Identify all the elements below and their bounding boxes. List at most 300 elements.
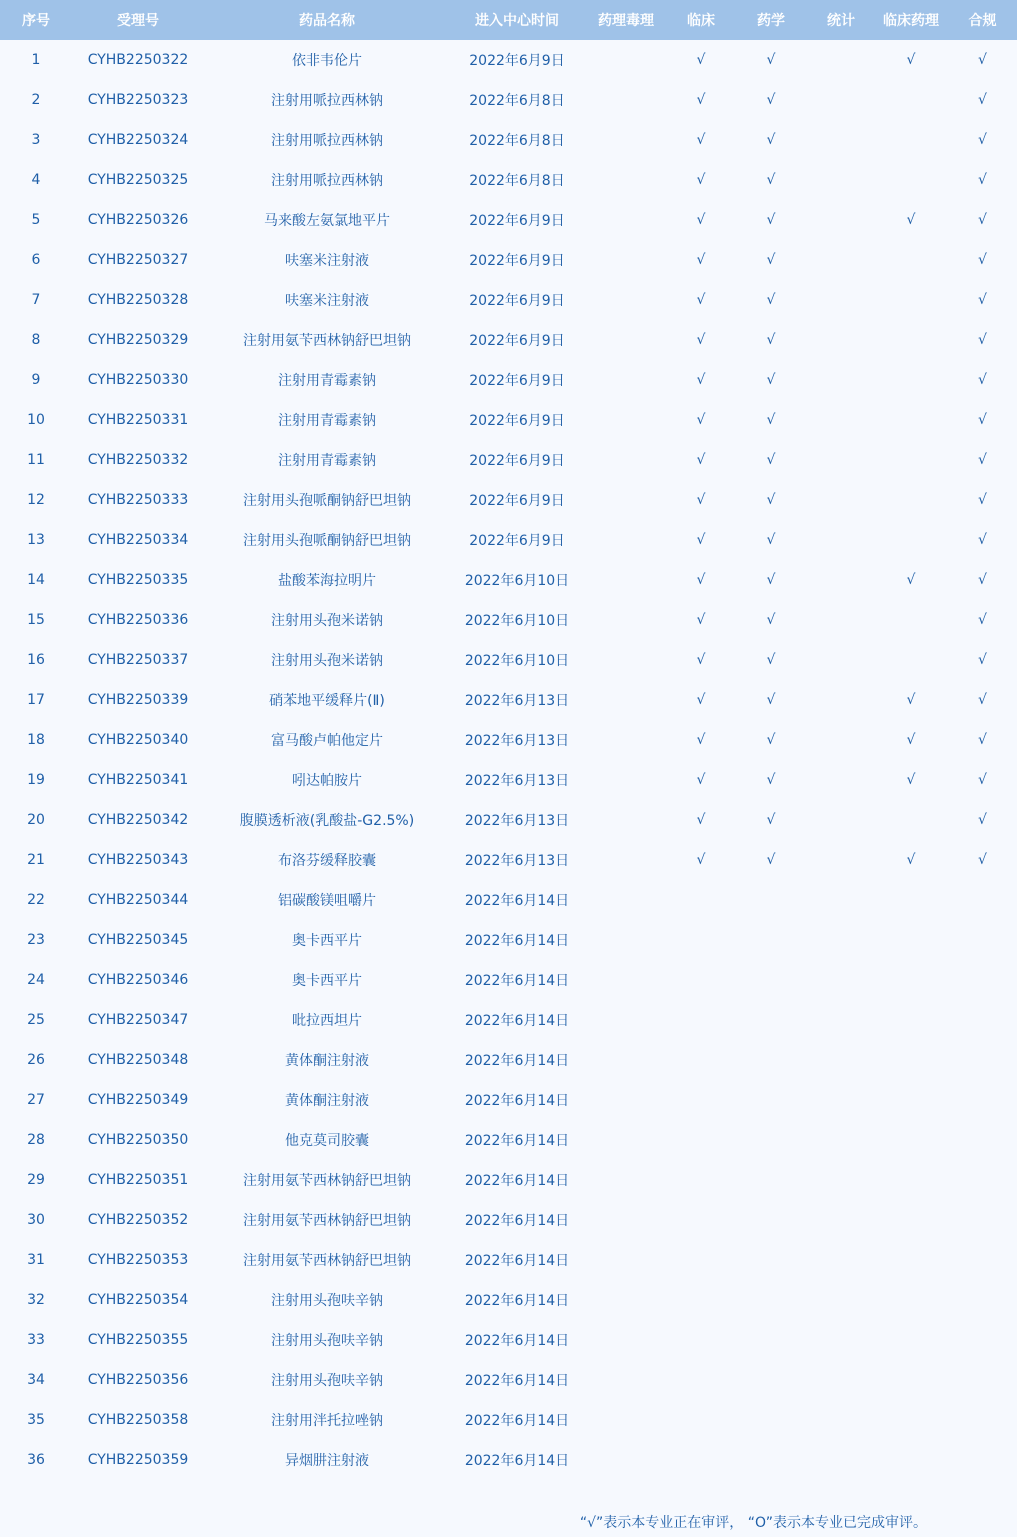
cell-statistics bbox=[808, 1280, 874, 1320]
cell-pharmaceutics bbox=[734, 1280, 808, 1320]
cell-acceptance-number: CYHB2250341 bbox=[87, 772, 189, 788]
cell-statistics bbox=[808, 800, 874, 840]
cell-acceptance-number: CYHB2250358 bbox=[87, 1412, 189, 1428]
cell-pharmacology-toxicology bbox=[584, 840, 668, 880]
cell-statistics bbox=[808, 120, 874, 160]
cell-pharmacology-toxicology bbox=[584, 680, 668, 720]
cell-clinical-pharmacology bbox=[874, 920, 948, 960]
cell-entry-date: 2022年6月13日 bbox=[464, 733, 570, 749]
cell-clinical-pharmacology bbox=[874, 1040, 948, 1080]
cell-compliance: √ bbox=[978, 612, 987, 628]
column-header-clinical-pharmacology: 临床药理 bbox=[874, 0, 948, 40]
cell-compliance: √ bbox=[978, 452, 987, 468]
cell-acceptance-number: CYHB2250324 bbox=[87, 132, 189, 148]
cell-pharmacology-toxicology bbox=[584, 320, 668, 360]
cell-clinical-pharmacology bbox=[874, 1280, 948, 1320]
table-row bbox=[0, 840, 1017, 880]
cell-drug-name: 吡拉西坦片 bbox=[292, 1013, 362, 1029]
cell-acceptance-number: CYHB2250332 bbox=[87, 452, 189, 468]
cell-clinical-pharmacology bbox=[874, 1400, 948, 1440]
cell-acceptance-number: CYHB2250354 bbox=[87, 1292, 189, 1308]
cell-statistics bbox=[808, 720, 874, 760]
cell-serial: 32 bbox=[27, 1292, 45, 1308]
cell-entry-date: 2022年6月14日 bbox=[464, 1133, 570, 1149]
cell-statistics bbox=[808, 1160, 874, 1200]
table-row bbox=[0, 1280, 1017, 1320]
cell-entry-date: 2022年6月9日 bbox=[469, 373, 565, 389]
cell-statistics bbox=[808, 200, 874, 240]
cell-clinical: √ bbox=[696, 372, 706, 388]
cell-entry-date: 2022年6月14日 bbox=[464, 1013, 570, 1029]
cell-statistics bbox=[808, 1120, 874, 1160]
cell-statistics bbox=[808, 1040, 874, 1080]
cell-serial: 19 bbox=[27, 772, 45, 788]
cell-statistics bbox=[808, 400, 874, 440]
cell-acceptance-number: CYHB2250350 bbox=[87, 1132, 189, 1148]
cell-drug-name: 腹膜透析液(乳酸盐-G2.5%) bbox=[239, 813, 415, 829]
cell-serial: 1 bbox=[31, 52, 41, 68]
table-row bbox=[0, 520, 1017, 560]
column-header-clinical: 临床 bbox=[668, 0, 734, 40]
cell-acceptance-number: CYHB2250337 bbox=[87, 652, 189, 668]
table-row bbox=[0, 1000, 1017, 1040]
cell-clinical: √ bbox=[696, 852, 706, 868]
cell-clinical-pharmacology bbox=[874, 600, 948, 640]
cell-serial: 14 bbox=[27, 572, 45, 588]
table-row bbox=[0, 1320, 1017, 1360]
cell-statistics bbox=[808, 160, 874, 200]
column-header-entry-date: 进入中心时间 bbox=[450, 0, 584, 40]
cell-clinical-pharmacology bbox=[874, 400, 948, 440]
cell-drug-name: 注射用哌拉西林钠 bbox=[271, 133, 383, 149]
cell-clinical-pharmacology: √ bbox=[906, 692, 916, 708]
cell-pharmaceutics: √ bbox=[766, 252, 776, 268]
cell-acceptance-number: CYHB2250334 bbox=[87, 532, 189, 548]
cell-drug-name: 呋塞米注射液 bbox=[285, 293, 369, 309]
cell-clinical-pharmacology bbox=[874, 1000, 948, 1040]
cell-drug-name: 富马酸卢帕他定片 bbox=[271, 733, 383, 749]
cell-acceptance-number: CYHB2250356 bbox=[87, 1372, 189, 1388]
cell-entry-date: 2022年6月14日 bbox=[464, 933, 570, 949]
cell-pharmacology-toxicology bbox=[584, 1200, 668, 1240]
cell-pharmaceutics: √ bbox=[766, 452, 776, 468]
cell-pharmacology-toxicology bbox=[584, 240, 668, 280]
cell-drug-name: 马来酸左氨氯地平片 bbox=[264, 213, 390, 229]
cell-acceptance-number: CYHB2250325 bbox=[87, 172, 189, 188]
cell-acceptance-number: CYHB2250330 bbox=[87, 372, 189, 388]
cell-pharmaceutics bbox=[734, 1080, 808, 1120]
cell-statistics bbox=[808, 680, 874, 720]
cell-clinical bbox=[668, 1200, 734, 1240]
cell-drug-name: 注射用氨苄西林钠舒巴坦钠 bbox=[243, 1213, 411, 1229]
cell-pharmaceutics bbox=[734, 1160, 808, 1200]
cell-acceptance-number: CYHB2250345 bbox=[87, 932, 189, 948]
cell-pharmacology-toxicology bbox=[584, 640, 668, 680]
cell-statistics bbox=[808, 1360, 874, 1400]
cell-entry-date: 2022年6月13日 bbox=[464, 773, 570, 789]
cell-clinical bbox=[668, 1120, 734, 1160]
cell-entry-date: 2022年6月13日 bbox=[464, 813, 570, 829]
table-row bbox=[0, 960, 1017, 1000]
cell-acceptance-number: CYHB2250322 bbox=[87, 52, 189, 68]
cell-statistics bbox=[808, 240, 874, 280]
cell-drug-name: 黄体酮注射液 bbox=[285, 1093, 369, 1109]
cell-drug-name: 注射用头孢呋辛钠 bbox=[271, 1333, 383, 1349]
cell-clinical bbox=[668, 1160, 734, 1200]
cell-acceptance-number: CYHB2250326 bbox=[87, 212, 189, 228]
cell-pharmacology-toxicology bbox=[584, 1440, 668, 1480]
cell-compliance: √ bbox=[978, 652, 987, 668]
cell-drug-name: 注射用氨苄西林钠舒巴坦钠 bbox=[243, 1253, 411, 1269]
cell-entry-date: 2022年6月14日 bbox=[464, 1293, 570, 1309]
cell-drug-name: 注射用头孢哌酮钠舒巴坦钠 bbox=[243, 493, 411, 509]
cell-clinical-pharmacology bbox=[874, 440, 948, 480]
cell-pharmaceutics: √ bbox=[766, 412, 776, 428]
cell-pharmaceutics bbox=[734, 1040, 808, 1080]
cell-pharmacology-toxicology bbox=[584, 200, 668, 240]
cell-acceptance-number: CYHB2250343 bbox=[87, 852, 189, 868]
cell-pharmaceutics bbox=[734, 960, 808, 1000]
cell-pharmacology-toxicology bbox=[584, 160, 668, 200]
cell-pharmacology-toxicology bbox=[584, 280, 668, 320]
cell-serial: 30 bbox=[27, 1212, 45, 1228]
column-header-statistics: 统计 bbox=[808, 0, 874, 40]
cell-clinical: √ bbox=[696, 132, 706, 148]
cell-drug-name: 依非韦伦片 bbox=[292, 53, 362, 69]
column-header-serial: 序号 bbox=[0, 0, 72, 40]
cell-serial: 22 bbox=[27, 892, 45, 908]
cell-statistics bbox=[808, 1200, 874, 1240]
cell-entry-date: 2022年6月10日 bbox=[464, 573, 570, 589]
cell-statistics bbox=[808, 960, 874, 1000]
cell-drug-name: 注射用青霉素钠 bbox=[278, 413, 376, 429]
cell-drug-name: 注射用泮托拉唑钠 bbox=[271, 1413, 383, 1429]
cell-acceptance-number: CYHB2250349 bbox=[87, 1092, 189, 1108]
cell-drug-name: 奥卡西平片 bbox=[292, 973, 362, 989]
cell-clinical-pharmacology bbox=[874, 1240, 948, 1280]
table-row bbox=[0, 120, 1017, 160]
cell-serial: 16 bbox=[27, 652, 45, 668]
cell-serial: 8 bbox=[31, 332, 41, 348]
cell-entry-date: 2022年6月14日 bbox=[464, 1253, 570, 1269]
cell-acceptance-number: CYHB2250347 bbox=[87, 1012, 189, 1028]
cell-clinical bbox=[668, 1440, 734, 1480]
cell-entry-date: 2022年6月13日 bbox=[464, 693, 570, 709]
cell-entry-date: 2022年6月14日 bbox=[464, 1413, 570, 1429]
cell-clinical-pharmacology bbox=[874, 880, 948, 920]
cell-drug-name: 吲达帕胺片 bbox=[292, 773, 362, 789]
cell-clinical-pharmacology bbox=[874, 360, 948, 400]
cell-entry-date: 2022年6月8日 bbox=[469, 93, 565, 109]
cell-pharmacology-toxicology bbox=[584, 40, 668, 80]
cell-entry-date: 2022年6月9日 bbox=[469, 53, 565, 69]
table-row bbox=[0, 1360, 1017, 1400]
cell-pharmaceutics: √ bbox=[766, 212, 776, 228]
cell-compliance bbox=[948, 1160, 1017, 1200]
cell-drug-name: 注射用头孢米诺钠 bbox=[271, 653, 383, 669]
cell-pharmaceutics: √ bbox=[766, 732, 776, 748]
cell-pharmacology-toxicology bbox=[584, 1400, 668, 1440]
cell-clinical: √ bbox=[696, 292, 706, 308]
cell-clinical-pharmacology bbox=[874, 280, 948, 320]
cell-statistics bbox=[808, 280, 874, 320]
table-header bbox=[0, 0, 1017, 40]
cell-acceptance-number: CYHB2250342 bbox=[87, 812, 189, 828]
table-row bbox=[0, 560, 1017, 600]
cell-pharmaceutics: √ bbox=[766, 812, 776, 828]
cell-pharmacology-toxicology bbox=[584, 1040, 668, 1080]
column-header-drug-name: 药品名称 bbox=[204, 0, 450, 40]
table-row bbox=[0, 1040, 1017, 1080]
cell-pharmacology-toxicology bbox=[584, 80, 668, 120]
cell-pharmaceutics bbox=[734, 920, 808, 960]
cell-pharmacology-toxicology bbox=[584, 520, 668, 560]
cell-drug-name: 注射用头孢呋辛钠 bbox=[271, 1293, 383, 1309]
cell-compliance bbox=[948, 1120, 1017, 1160]
cell-pharmaceutics bbox=[734, 1120, 808, 1160]
table-row bbox=[0, 680, 1017, 720]
cell-statistics bbox=[808, 1080, 874, 1120]
table-row bbox=[0, 880, 1017, 920]
cell-clinical-pharmacology bbox=[874, 1120, 948, 1160]
cell-drug-name: 注射用头孢呋辛钠 bbox=[271, 1373, 383, 1389]
cell-entry-date: 2022年6月10日 bbox=[464, 653, 570, 669]
cell-pharmaceutics: √ bbox=[766, 492, 776, 508]
cell-clinical-pharmacology bbox=[874, 1160, 948, 1200]
cell-drug-name: 注射用哌拉西林钠 bbox=[271, 93, 383, 109]
cell-clinical bbox=[668, 1320, 734, 1360]
cell-pharmacology-toxicology bbox=[584, 880, 668, 920]
cell-serial: 18 bbox=[27, 732, 45, 748]
cell-clinical: √ bbox=[696, 212, 706, 228]
cell-pharmaceutics: √ bbox=[766, 852, 776, 868]
cell-serial: 17 bbox=[27, 692, 45, 708]
cell-serial: 23 bbox=[27, 932, 45, 948]
cell-clinical: √ bbox=[696, 532, 706, 548]
cell-serial: 20 bbox=[27, 812, 45, 828]
cell-entry-date: 2022年6月14日 bbox=[464, 1333, 570, 1349]
cell-entry-date: 2022年6月9日 bbox=[469, 293, 565, 309]
cell-pharmaceutics: √ bbox=[766, 292, 776, 308]
cell-pharmacology-toxicology bbox=[584, 440, 668, 480]
cell-pharmaceutics bbox=[734, 1400, 808, 1440]
cell-entry-date: 2022年6月9日 bbox=[469, 253, 565, 269]
cell-pharmaceutics bbox=[734, 1200, 808, 1240]
cell-statistics bbox=[808, 80, 874, 120]
cell-drug-name: 奥卡西平片 bbox=[292, 933, 362, 949]
cell-compliance: √ bbox=[978, 372, 987, 388]
cell-clinical: √ bbox=[696, 732, 706, 748]
cell-acceptance-number: CYHB2250340 bbox=[87, 732, 189, 748]
cell-pharmacology-toxicology bbox=[584, 360, 668, 400]
cell-clinical bbox=[668, 880, 734, 920]
cell-entry-date: 2022年6月14日 bbox=[464, 893, 570, 909]
cell-pharmacology-toxicology bbox=[584, 560, 668, 600]
cell-statistics bbox=[808, 600, 874, 640]
cell-compliance bbox=[948, 1000, 1017, 1040]
cell-serial: 13 bbox=[27, 532, 45, 548]
cell-compliance: √ bbox=[978, 132, 987, 148]
cell-pharmacology-toxicology bbox=[584, 720, 668, 760]
cell-statistics bbox=[808, 480, 874, 520]
table-row bbox=[0, 280, 1017, 320]
cell-entry-date: 2022年6月8日 bbox=[469, 173, 565, 189]
cell-clinical bbox=[668, 1400, 734, 1440]
cell-pharmaceutics: √ bbox=[766, 692, 776, 708]
cell-clinical: √ bbox=[696, 692, 706, 708]
cell-entry-date: 2022年6月9日 bbox=[469, 213, 565, 229]
cell-drug-name: 他克莫司胶囊 bbox=[285, 1133, 369, 1149]
cell-clinical-pharmacology: √ bbox=[906, 852, 916, 868]
cell-serial: 2 bbox=[31, 92, 41, 108]
cell-clinical-pharmacology bbox=[874, 320, 948, 360]
cell-clinical: √ bbox=[696, 92, 706, 108]
cell-clinical bbox=[668, 1080, 734, 1120]
cell-pharmaceutics bbox=[734, 1320, 808, 1360]
cell-serial: 24 bbox=[27, 972, 45, 988]
cell-pharmaceutics bbox=[734, 880, 808, 920]
cell-compliance bbox=[948, 1280, 1017, 1320]
cell-clinical bbox=[668, 1360, 734, 1400]
cell-clinical-pharmacology bbox=[874, 1200, 948, 1240]
cell-acceptance-number: CYHB2250336 bbox=[87, 612, 189, 628]
cell-entry-date: 2022年6月9日 bbox=[469, 533, 565, 549]
cell-entry-date: 2022年6月14日 bbox=[464, 1213, 570, 1229]
cell-entry-date: 2022年6月14日 bbox=[464, 1053, 570, 1069]
column-header-acceptance-number: 受理号 bbox=[72, 0, 204, 40]
table-row bbox=[0, 1400, 1017, 1440]
cell-acceptance-number: CYHB2250335 bbox=[87, 572, 189, 588]
cell-pharmacology-toxicology bbox=[584, 400, 668, 440]
cell-acceptance-number: CYHB2250355 bbox=[87, 1332, 189, 1348]
cell-clinical-pharmacology bbox=[874, 960, 948, 1000]
cell-clinical-pharmacology bbox=[874, 160, 948, 200]
cell-statistics bbox=[808, 440, 874, 480]
cell-compliance bbox=[948, 1400, 1017, 1440]
cell-serial: 25 bbox=[27, 1012, 45, 1028]
table-row bbox=[0, 600, 1017, 640]
cell-drug-name: 注射用青霉素钠 bbox=[278, 453, 376, 469]
cell-compliance: √ bbox=[978, 732, 987, 748]
cell-compliance: √ bbox=[978, 292, 987, 308]
cell-serial: 26 bbox=[27, 1052, 45, 1068]
cell-statistics bbox=[808, 560, 874, 600]
legend-note: “√”表示本专业正在审评， “O”表示本专业已完成审评。 bbox=[579, 1515, 927, 1531]
cell-statistics bbox=[808, 840, 874, 880]
table-row bbox=[0, 40, 1017, 80]
cell-acceptance-number: CYHB2250339 bbox=[87, 692, 189, 708]
cell-statistics bbox=[808, 520, 874, 560]
cell-clinical: √ bbox=[696, 252, 706, 268]
cell-entry-date: 2022年6月14日 bbox=[464, 1093, 570, 1109]
cell-clinical-pharmacology: √ bbox=[906, 212, 916, 228]
cell-pharmacology-toxicology bbox=[584, 800, 668, 840]
cell-pharmaceutics: √ bbox=[766, 332, 776, 348]
cell-serial: 35 bbox=[27, 1412, 45, 1428]
cell-serial: 9 bbox=[31, 372, 41, 388]
table-row bbox=[0, 760, 1017, 800]
cell-entry-date: 2022年6月13日 bbox=[464, 853, 570, 869]
cell-serial: 33 bbox=[27, 1332, 45, 1348]
cell-serial: 7 bbox=[31, 292, 41, 308]
column-header-pharmacology-toxicology: 药理毒理 bbox=[584, 0, 668, 40]
cell-acceptance-number: CYHB2250331 bbox=[87, 412, 189, 428]
cell-compliance bbox=[948, 1080, 1017, 1120]
cell-compliance bbox=[948, 920, 1017, 960]
cell-pharmaceutics bbox=[734, 1440, 808, 1480]
cell-clinical-pharmacology bbox=[874, 1320, 948, 1360]
cell-pharmaceutics: √ bbox=[766, 172, 776, 188]
cell-clinical-pharmacology: √ bbox=[906, 52, 916, 68]
cell-compliance: √ bbox=[978, 412, 987, 428]
cell-compliance bbox=[948, 1240, 1017, 1280]
cell-serial: 29 bbox=[27, 1172, 45, 1188]
cell-entry-date: 2022年6月9日 bbox=[469, 413, 565, 429]
cell-drug-name: 布洛芬缓释胶囊 bbox=[278, 853, 376, 869]
cell-drug-name: 盐酸苯海拉明片 bbox=[278, 573, 376, 589]
cell-clinical-pharmacology bbox=[874, 480, 948, 520]
cell-pharmaceutics: √ bbox=[766, 92, 776, 108]
cell-compliance bbox=[948, 880, 1017, 920]
cell-pharmaceutics: √ bbox=[766, 52, 776, 68]
cell-clinical: √ bbox=[696, 452, 706, 468]
cell-pharmaceutics: √ bbox=[766, 372, 776, 388]
cell-acceptance-number: CYHB2250323 bbox=[87, 92, 189, 108]
cell-compliance: √ bbox=[978, 492, 987, 508]
cell-clinical: √ bbox=[696, 492, 706, 508]
cell-compliance: √ bbox=[978, 332, 987, 348]
cell-serial: 3 bbox=[31, 132, 41, 148]
cell-pharmacology-toxicology bbox=[584, 1160, 668, 1200]
cell-statistics bbox=[808, 880, 874, 920]
cell-serial: 31 bbox=[27, 1252, 45, 1268]
cell-clinical bbox=[668, 1240, 734, 1280]
cell-drug-name: 注射用氨苄西林钠舒巴坦钠 bbox=[243, 1173, 411, 1189]
cell-clinical: √ bbox=[696, 332, 706, 348]
cell-acceptance-number: CYHB2250328 bbox=[87, 292, 189, 308]
cell-acceptance-number: CYHB2250344 bbox=[87, 892, 189, 908]
cell-serial: 27 bbox=[27, 1092, 45, 1108]
cell-compliance bbox=[948, 1320, 1017, 1360]
cell-serial: 21 bbox=[27, 852, 45, 868]
cell-serial: 6 bbox=[31, 252, 41, 268]
cell-clinical: √ bbox=[696, 412, 706, 428]
cell-entry-date: 2022年6月8日 bbox=[469, 133, 565, 149]
cell-clinical-pharmacology bbox=[874, 1360, 948, 1400]
cell-pharmaceutics bbox=[734, 1360, 808, 1400]
cell-drug-name: 注射用头孢哌酮钠舒巴坦钠 bbox=[243, 533, 411, 549]
cell-pharmaceutics: √ bbox=[766, 652, 776, 668]
cell-clinical bbox=[668, 960, 734, 1000]
cell-pharmaceutics: √ bbox=[766, 772, 776, 788]
cell-clinical-pharmacology bbox=[874, 240, 948, 280]
cell-pharmacology-toxicology bbox=[584, 600, 668, 640]
cell-clinical-pharmacology bbox=[874, 520, 948, 560]
cell-statistics bbox=[808, 760, 874, 800]
cell-statistics bbox=[808, 920, 874, 960]
cell-drug-name: 注射用哌拉西林钠 bbox=[271, 173, 383, 189]
table-row bbox=[0, 920, 1017, 960]
cell-compliance: √ bbox=[978, 92, 987, 108]
cell-drug-name: 呋塞米注射液 bbox=[285, 253, 369, 269]
cell-compliance: √ bbox=[978, 252, 987, 268]
cell-pharmacology-toxicology bbox=[584, 480, 668, 520]
cell-drug-name: 铝碳酸镁咀嚼片 bbox=[278, 893, 376, 909]
cell-pharmacology-toxicology bbox=[584, 1240, 668, 1280]
cell-serial: 34 bbox=[27, 1372, 45, 1388]
cell-serial: 28 bbox=[27, 1132, 45, 1148]
cell-pharmaceutics bbox=[734, 1000, 808, 1040]
